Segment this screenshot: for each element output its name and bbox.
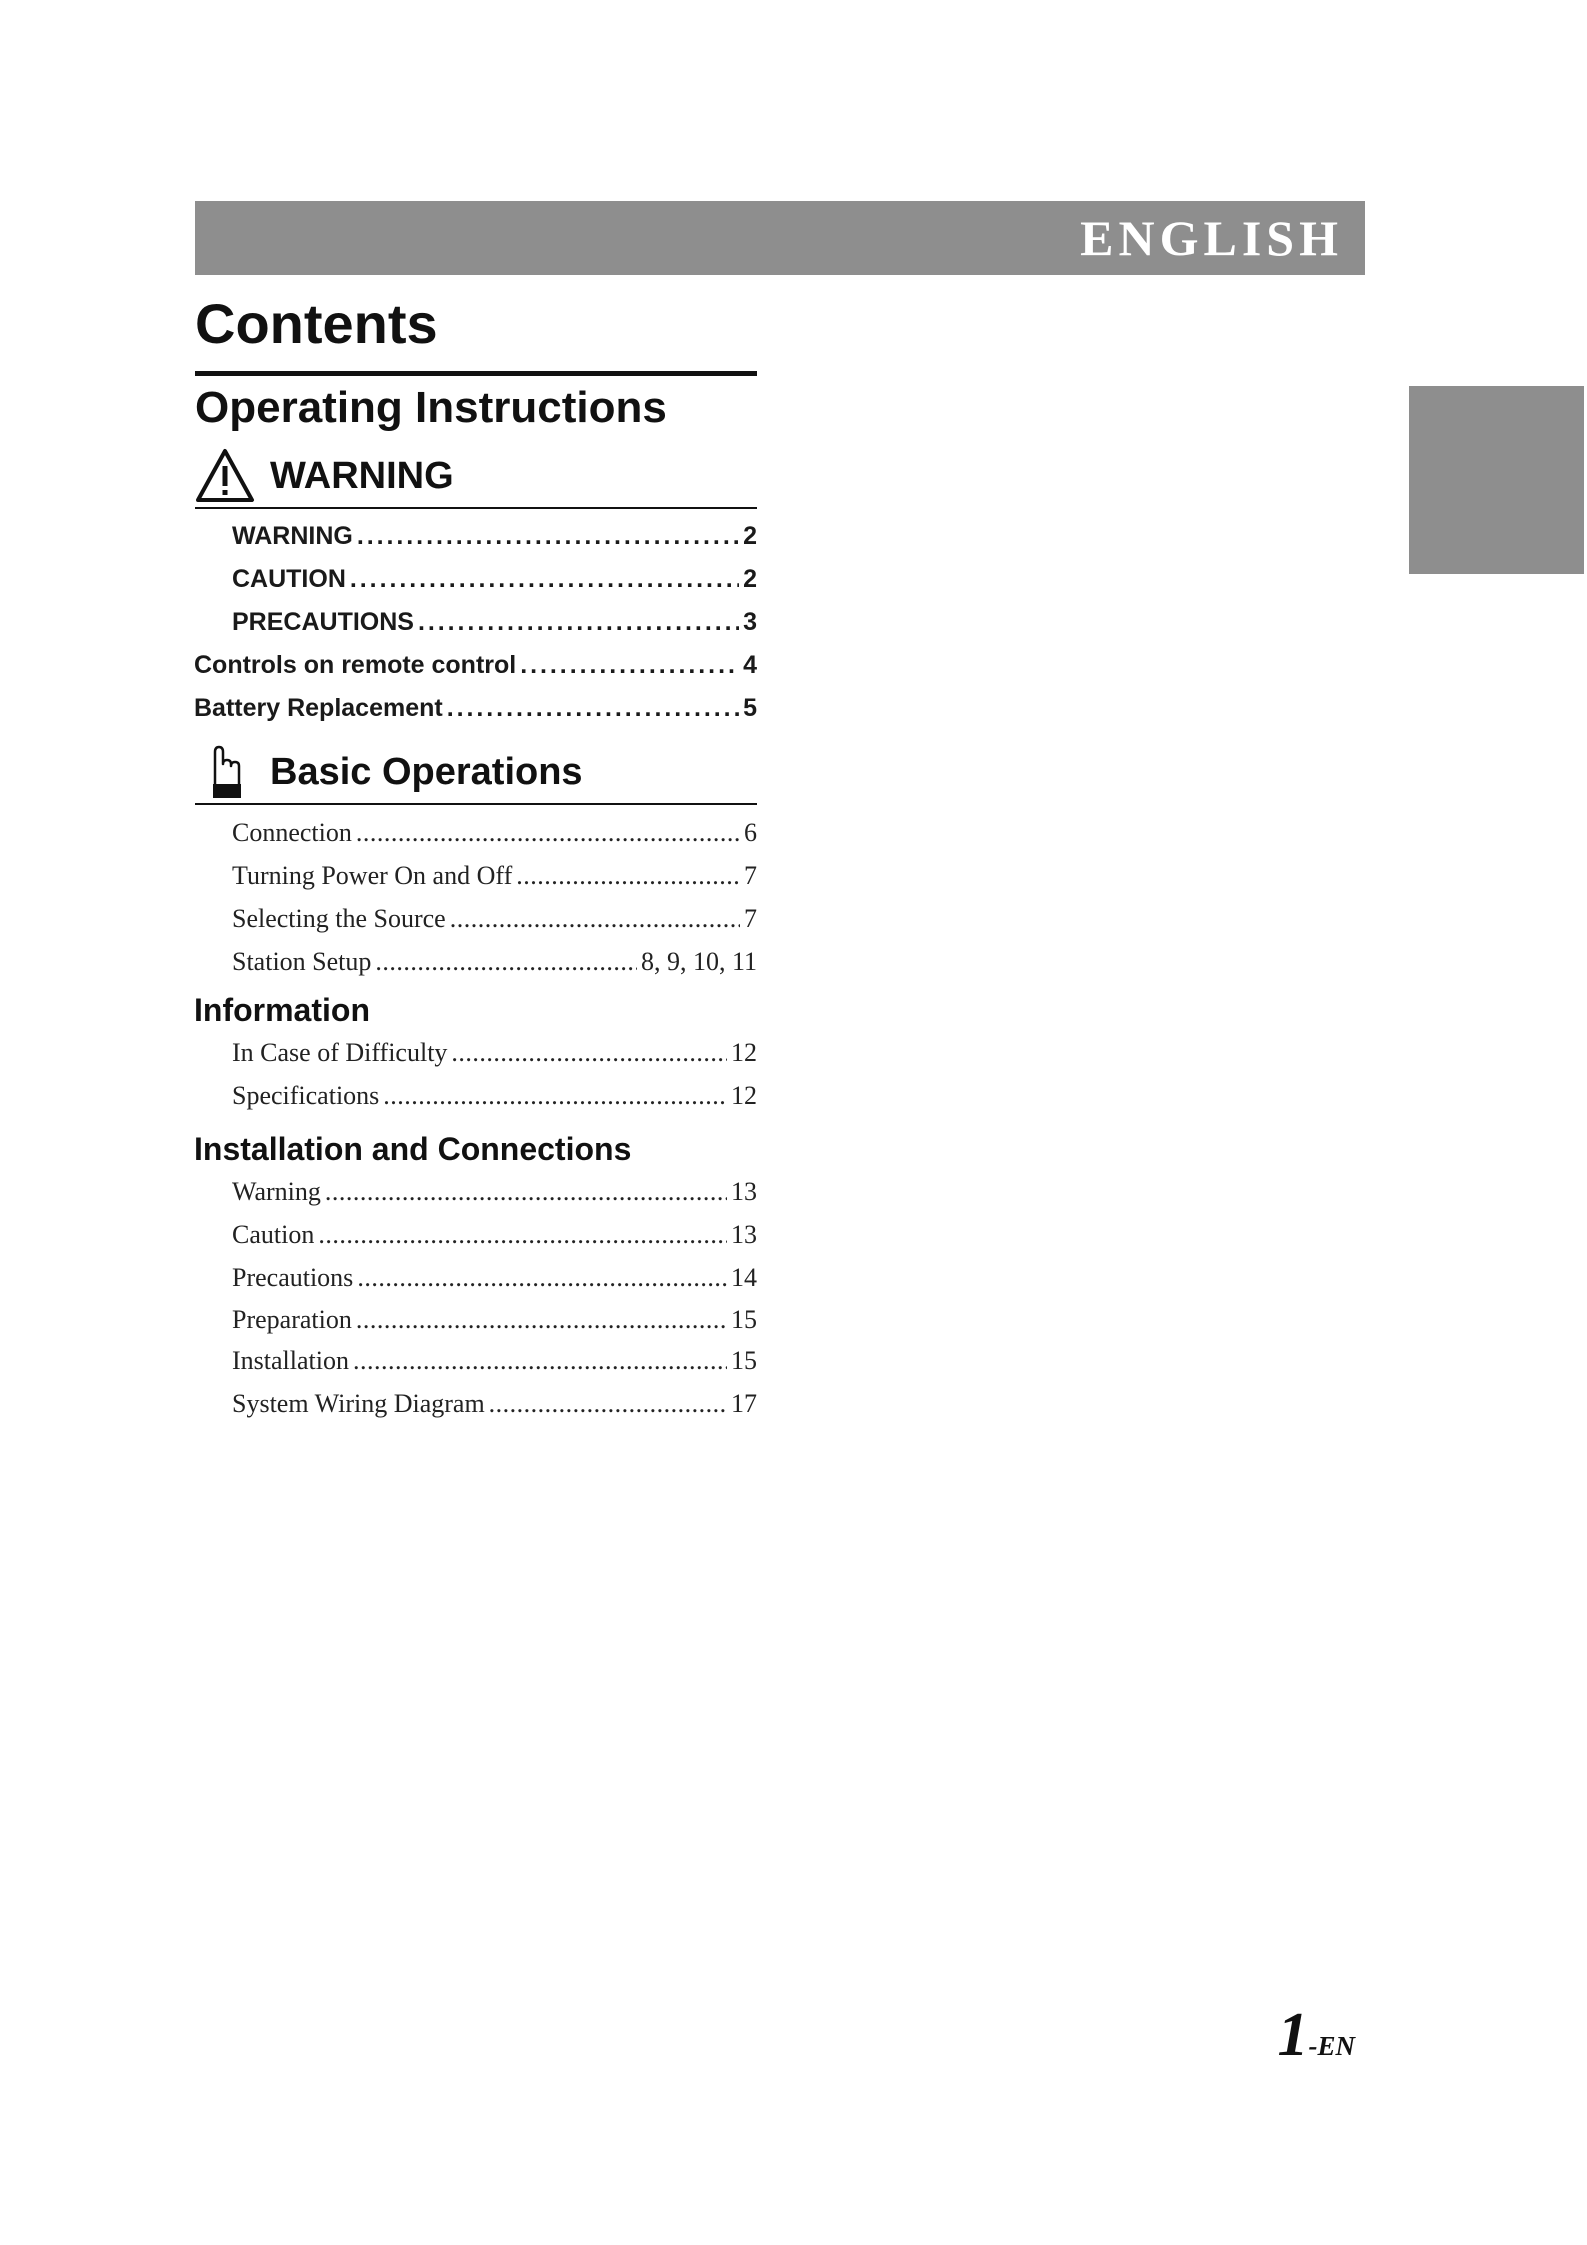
toc-entry-wiring-diagram[interactable]: System Wiring Diagram . . . 17 [232, 1389, 757, 1425]
toc-entry-install-precautions[interactable]: Precautions . . . 14 [232, 1263, 757, 1299]
basic-operations-heading-label: Basic Operations [270, 750, 583, 793]
page-number [1278, 2000, 1356, 2071]
installation-heading: Installation and Connections [194, 1131, 632, 1167]
toc-entry-precautions[interactable]: PRECAUTIONS . . . 3 [232, 608, 757, 644]
toc-entry-remote-controls[interactable]: Controls on remote control . . . 4 [194, 651, 757, 687]
toc-entry-caution[interactable]: CAUTION . . . 2 [232, 565, 757, 601]
toc-entry-specifications[interactable]: Specifications . . . 12 [232, 1081, 757, 1117]
section-title: Operating Instructions [195, 383, 667, 432]
toc-entry-selecting-source[interactable]: Selecting the Source . . . 7 [232, 904, 757, 940]
basic-operations-rule [195, 803, 757, 805]
toc-entry-install-warning[interactable]: Warning . . . 13 [232, 1177, 757, 1213]
warning-rule [195, 507, 757, 509]
warning-heading [195, 448, 454, 504]
pointing-hand-icon [195, 744, 255, 800]
title-rule [195, 371, 757, 376]
warning-triangle-icon [195, 448, 255, 504]
toc-entry-difficulty[interactable]: In Case of Difficulty . . . 12 [232, 1038, 757, 1074]
page-title: Contents [195, 292, 438, 355]
page-number-suffix: -EN [1308, 2031, 1355, 2061]
toc-entry-power-on-off[interactable]: Turning Power On and Off . . . 7 [232, 861, 757, 897]
toc-entry-connection[interactable]: Connection . . . 6 [232, 818, 757, 854]
page-number-value: 1 [1277, 2001, 1309, 2069]
toc-entry-installation[interactable]: Installation . . . 15 [232, 1346, 757, 1382]
toc-entry-install-caution[interactable]: Caution . . . 13 [232, 1220, 757, 1256]
toc-entry-preparation[interactable]: Preparation . . . 15 [232, 1305, 757, 1341]
toc-entry-station-setup[interactable]: Station Setup . . . 8, 9, 10, 11 [232, 947, 757, 983]
language-label: ENGLISH [1080, 210, 1343, 266]
toc-entry-warning[interactable]: WARNING . . . 2 [232, 522, 757, 558]
toc-entry-battery-replacement[interactable]: Battery Replacement . . . 5 [194, 694, 757, 730]
warning-heading-label: WARNING [270, 454, 454, 497]
information-heading: Information [194, 992, 370, 1028]
section-side-tab [1409, 386, 1584, 574]
basic-operations-heading [195, 744, 583, 800]
language-header-bar [195, 201, 1365, 275]
